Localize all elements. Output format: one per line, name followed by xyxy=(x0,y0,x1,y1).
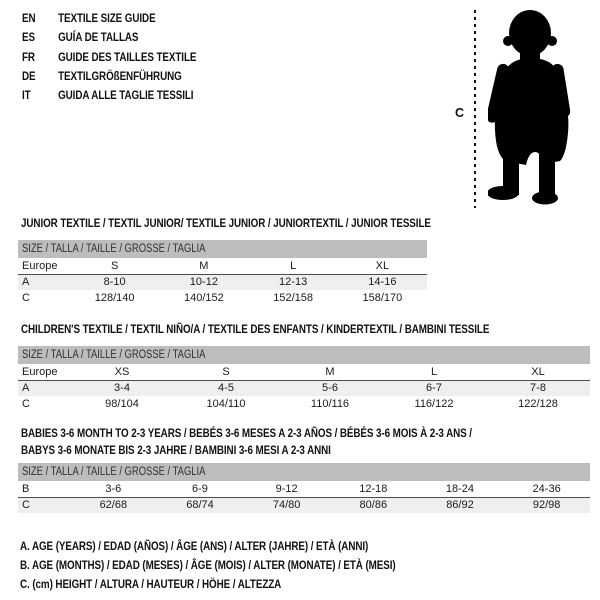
age-cell: 8-10 xyxy=(70,274,159,290)
size-cell: M xyxy=(278,364,382,380)
language-title-en: TEXTILE SIZE GUIDE xyxy=(58,11,156,25)
row-label: C xyxy=(22,292,30,304)
height-cell: 122/128 xyxy=(518,398,558,410)
size-header-cell xyxy=(18,463,590,481)
junior-size-header-row xyxy=(18,240,427,258)
months-cell: 9-12 xyxy=(243,481,330,497)
row-label: C xyxy=(18,497,70,513)
size-cell: XL xyxy=(486,364,590,380)
height-cell: 62/68 xyxy=(70,497,157,513)
height-cell: 80/86 xyxy=(330,497,417,513)
height-cell: 92/98 xyxy=(503,497,590,513)
language-title-fr: GUIDE DES TAILLES TEXTILE xyxy=(58,49,197,64)
children-height-row xyxy=(18,396,590,412)
size-header-cell xyxy=(18,240,427,258)
legend-line-age-months: B. AGE (MONTHS) / EDAD (MESES) / ÂGE (MOIS) / ALTER (MONATE) / ETÀ (MESI) xyxy=(20,558,396,572)
age-cell: 14-16 xyxy=(338,274,427,290)
language-title-es: GUÍA DE TALLAS xyxy=(58,30,139,45)
children-table-title: CHILDREN'S TEXTILE / TEXTIL NIÑO/A / TEXTILE DES ENFANTS / KINDERTEXTIL / BAMBINI TESSILE xyxy=(21,322,490,336)
height-cell: 116/122 xyxy=(414,398,454,410)
height-cell: 68/74 xyxy=(157,497,244,513)
children-size-header-row xyxy=(18,346,590,364)
height-cell: 128/140 xyxy=(94,292,135,304)
junior-table-title: JUNIOR TEXTILE / TEXTIL JUNIOR/ TEXTILE JUNIOR / JUNIORTEXTIL / JUNIOR TESSILE xyxy=(21,216,431,230)
babies-months-row xyxy=(18,481,590,497)
row-label: Europe xyxy=(18,258,70,274)
height-cell: 98/104 xyxy=(105,398,139,410)
size-header-text: SIZE / TALLA / TAILLE / GRÖSSE / TAGLIA xyxy=(22,243,206,255)
size-cell: M xyxy=(159,258,248,274)
language-title-de: TEXTILGRÖßENFÜHRUNG xyxy=(58,68,182,83)
size-cell: L xyxy=(382,364,486,380)
language-row-en xyxy=(22,9,196,28)
language-row-it xyxy=(22,86,196,105)
junior-size-table xyxy=(18,240,427,306)
months-cell: 24-36 xyxy=(503,481,590,497)
children-age-row xyxy=(18,380,590,396)
age-cell: 4-5 xyxy=(174,380,278,396)
row-label: B xyxy=(18,481,70,497)
months-cell: 3-6 xyxy=(70,481,157,497)
row-label: A xyxy=(18,380,70,396)
height-cell: 104/110 xyxy=(206,398,246,410)
age-cell: 6-7 xyxy=(382,380,486,396)
junior-age-row xyxy=(18,274,427,290)
size-cell: XL xyxy=(338,258,427,274)
row-label: A xyxy=(18,274,70,290)
age-cell: 10-12 xyxy=(159,274,248,290)
language-code-fr: FR xyxy=(22,49,35,64)
language-code-en: EN xyxy=(22,11,36,25)
language-title-block xyxy=(22,9,235,105)
size-cell: S xyxy=(70,258,159,274)
language-code-de: DE xyxy=(22,68,36,83)
language-code-es: ES xyxy=(22,30,35,45)
height-label-c: C xyxy=(455,106,465,120)
legend-line-age-years: A. AGE (YEARS) / EDAD (AÑOS) / ÂGE (ANS) / ALTER (JAHRE) / ETÀ (ANNI) xyxy=(20,539,369,553)
babies-table-title-line2: BABYS 3-6 MONATE BIS 2-3 JAHRE / BAMBINI 3-6 MESI A 2-3 ANNI xyxy=(21,443,331,457)
language-row-es xyxy=(22,28,196,47)
age-cell: 5-6 xyxy=(278,380,382,396)
language-code-it: IT xyxy=(22,88,31,103)
months-cell: 12-18 xyxy=(330,481,417,497)
height-cell: 140/152 xyxy=(183,292,224,304)
size-header-text: SIZE / TALLA / TAILLE / GRÖSSE / TAGLIA xyxy=(22,349,206,361)
baby-silhouette-icon xyxy=(488,8,578,210)
months-cell: 18-24 xyxy=(417,481,504,497)
height-cell: 86/92 xyxy=(417,497,504,513)
language-row-de xyxy=(22,67,196,86)
babies-size-header-row xyxy=(18,463,590,481)
language-row-fr xyxy=(22,48,196,67)
children-size-table xyxy=(18,346,590,412)
age-cell: 12-13 xyxy=(249,274,338,290)
row-label: C xyxy=(22,398,30,410)
size-cell: XS xyxy=(70,364,174,380)
language-title-it: GUIDA ALLE TAGLIE TESSILI xyxy=(58,88,194,103)
legend-line-height: C. (cm) HEIGHT / ALTURA / HAUTEUR / HÖHE / ALTEZZA xyxy=(20,577,282,591)
children-europe-row xyxy=(18,364,590,380)
months-cell: 6-9 xyxy=(157,481,244,497)
size-cell: L xyxy=(249,258,338,274)
babies-table-title-line1: BABIES 3-6 MONTH TO 2-3 YEARS / BEBÉS 3-6 MESES A 2-3 AÑOS / BÉBÉS 3-6 MOIS À 2-3 ANS / xyxy=(21,426,472,440)
size-cell: S xyxy=(174,364,278,380)
height-cell: 74/80 xyxy=(243,497,330,513)
size-header-cell xyxy=(18,346,590,364)
age-cell: 3-4 xyxy=(70,380,174,396)
size-header-text: SIZE / TALLA / TAILLE / GRÖSSE / TAGLIA xyxy=(22,466,206,478)
height-cell: 152/158 xyxy=(273,292,313,304)
legend xyxy=(20,537,478,594)
height-cell: 110/116 xyxy=(310,398,350,410)
row-label: Europe xyxy=(18,364,70,380)
junior-europe-row xyxy=(18,258,427,274)
babies-size-table xyxy=(18,463,590,513)
height-measure-dotted-line xyxy=(474,10,476,208)
age-cell: 7-8 xyxy=(486,380,590,396)
babies-height-row xyxy=(18,497,590,513)
height-cell: 158/170 xyxy=(362,292,403,304)
junior-height-row xyxy=(18,290,427,306)
